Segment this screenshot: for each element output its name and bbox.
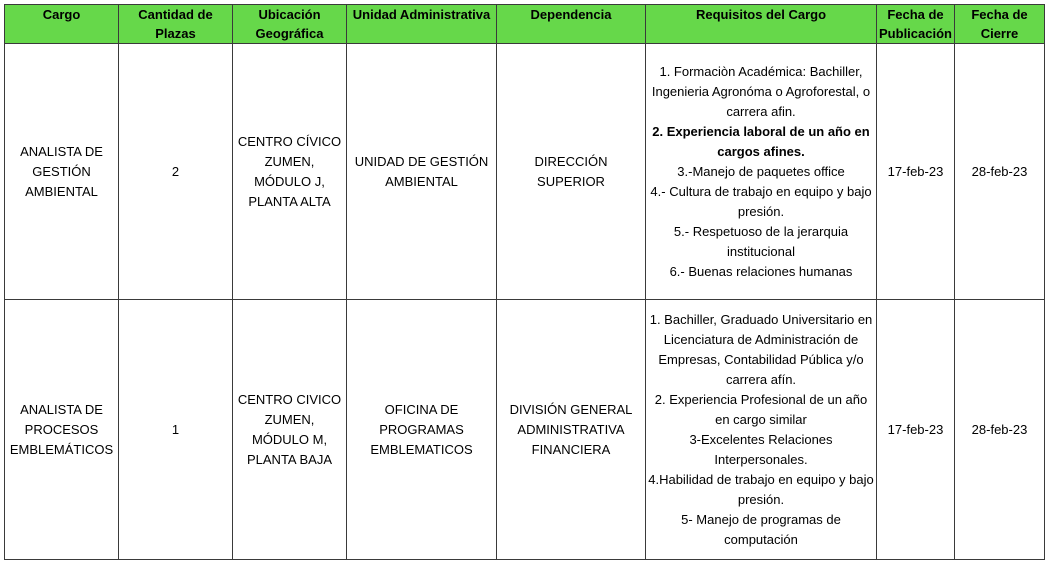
cell-fecha-cierre: 28-feb-23 <box>955 44 1045 300</box>
header-dependencia: Dependencia <box>497 5 646 44</box>
requirement-line: 6.- Buenas relaciones humanas <box>669 263 853 279</box>
cell-ubicacion: CENTRO CÍVICO ZUMEN, MÓDULO J, PLANTA ALTA <box>233 44 347 300</box>
header-ubicacion: Ubicación Geográfica <box>233 5 347 44</box>
requirement-line: 4.- Cultura de trabajo en equipo y bajo presión. <box>650 183 872 219</box>
cell-ubicacion: CENTRO CIVICO ZUMEN, MÓDULO M, PLANTA BAJA <box>233 300 347 560</box>
requirement-line: 3.-Manejo de paquetes office <box>677 163 845 179</box>
cell-dependencia: DIRECCIÓN SUPERIOR <box>497 44 646 300</box>
cell-fecha-publicacion: 17-feb-23 <box>877 300 955 560</box>
requirement-line: 4.Habilidad de trabajo en equipo y bajo presión. <box>648 471 874 507</box>
header-unidad: Unidad Administrativa <box>347 5 497 44</box>
header-fecha-publicacion: Fecha de Publicación <box>877 5 955 44</box>
requirement-line: 1. Bachiller, Graduado Universitario en Licenciatura de Administración de Empresas, Contabilidad Pública y/o carrera afín. <box>649 311 873 387</box>
header-requisitos: Requisitos del Cargo <box>646 5 877 44</box>
header-row <box>5 5 1045 44</box>
cell-fecha-cierre: 28-feb-23 <box>955 300 1045 560</box>
cell-cantidad: 2 <box>119 44 233 300</box>
cell-cantidad: 1 <box>119 300 233 560</box>
header-cargo: Cargo <box>5 5 119 44</box>
cell-dependencia: DIVISIÓN GENERAL ADMINISTRATIVA FINANCIERA <box>497 300 646 560</box>
cell-cargo: ANALISTA DE GESTIÓN AMBIENTAL <box>5 44 119 300</box>
requirement-line: 2. Experiencia Profesional de un año en cargo similar <box>654 391 868 427</box>
cell-cargo: ANALISTA DE PROCESOS EMBLEMÁTICOS <box>5 300 119 560</box>
requirement-line: 5- Manejo de programas de computación <box>681 511 841 547</box>
table-row <box>5 44 1045 300</box>
cell-requisitos <box>646 300 877 560</box>
header-cantidad: Cantidad de Plazas <box>119 5 233 44</box>
requirement-line: 2. Experiencia laboral de un año en cargos afines. <box>652 123 870 159</box>
cell-unidad: UNIDAD DE GESTIÓN AMBIENTAL <box>347 44 497 300</box>
table-row <box>5 300 1045 560</box>
job-openings-table <box>4 4 1045 560</box>
cell-requisitos <box>646 44 877 300</box>
cell-fecha-publicacion: 17-feb-23 <box>877 44 955 300</box>
header-fecha-cierre: Fecha de Cierre <box>955 5 1045 44</box>
requirement-line: 1. Formaciòn Académica: Bachiller, Ingenieria Agronóma o Agroforestal, o carrera afin. <box>651 63 871 119</box>
requirement-line: 3-Excelentes Relaciones Interpersonales. <box>689 431 833 467</box>
requirement-line: 5.- Respetuoso de la jerarquia institucional <box>673 223 849 259</box>
cell-unidad: OFICINA DE PROGRAMAS EMBLEMATICOS <box>347 300 497 560</box>
